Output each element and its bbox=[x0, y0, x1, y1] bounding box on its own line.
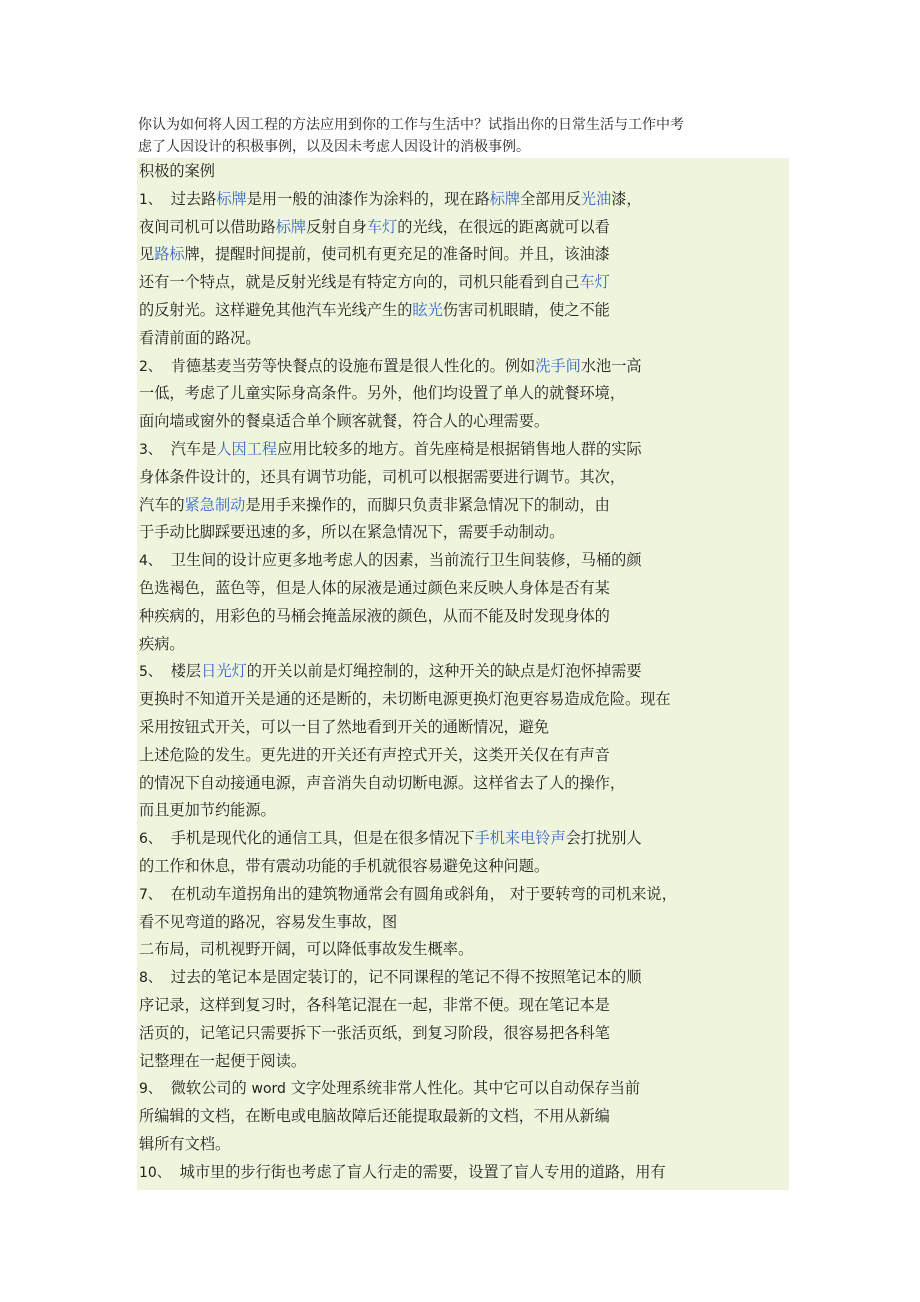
keyword-link[interactable]: 标牌 bbox=[275, 217, 307, 236]
text-segment: 的工作和休息，带有震动功能的手机就很容易避免这种问题。 bbox=[139, 856, 550, 875]
text-segment: 牌，提醒时间提前，使司机有更充足的准备时间。并且，该油漆 bbox=[184, 245, 610, 264]
text-segment: 文字处理系统非常人性化。其中它可以自动保存当前 bbox=[285, 1079, 641, 1098]
text-segment: 序记录，这样到复习时，各科笔记混在一起，非常不便。现在笔记本是 bbox=[139, 995, 610, 1014]
keyword-link[interactable]: 人因工程 bbox=[216, 439, 278, 458]
article-line bbox=[137, 909, 789, 937]
item-number: 6、 bbox=[139, 831, 162, 848]
text-segment: 采用按钮式开关，可以一目了然地看到开关的通断情况，避免 bbox=[139, 717, 550, 736]
text-segment: 过去路 bbox=[165, 189, 217, 208]
question-line: 虑了人因设计的积极事例，以及因未考虑人因设计的消极事例。 bbox=[138, 139, 530, 155]
article-line bbox=[137, 686, 789, 714]
text-segment: 伤害司机眼睛，使之不能 bbox=[442, 300, 610, 319]
text-segment: 楼层 bbox=[165, 662, 202, 681]
text-segment: 疾病。 bbox=[139, 634, 185, 653]
article-line bbox=[137, 575, 789, 603]
item-number: 7、 bbox=[139, 886, 162, 903]
article-line bbox=[137, 631, 789, 659]
text-segment: 所编辑的文档，在断电或电脑故障后还能提取最新的文档，不用从新编 bbox=[139, 1107, 610, 1126]
article-line bbox=[137, 380, 789, 408]
article-line bbox=[137, 241, 789, 269]
article-line bbox=[137, 881, 789, 909]
article-line bbox=[137, 1048, 789, 1076]
article-body bbox=[137, 158, 789, 1190]
text-segment: 的开关以前是灯绳控制的，这种开关的缺点是灯泡怀掉需要 bbox=[246, 662, 642, 681]
text-segment: 的光线，在很远的距离就可以看 bbox=[397, 217, 610, 236]
keyword-link[interactable]: 日光灯 bbox=[201, 662, 247, 681]
article-line bbox=[137, 936, 789, 964]
text-segment: 身体条件设计的，还具有调节功能，司机可以根据需要进行调节。其次， bbox=[139, 467, 625, 486]
keyword-link[interactable]: 标牌 bbox=[216, 189, 247, 208]
article-line bbox=[137, 436, 789, 464]
keyword-link[interactable]: 眩光 bbox=[412, 300, 443, 319]
article-line bbox=[137, 797, 789, 825]
text-segment: 辑所有文档。 bbox=[139, 1134, 231, 1153]
item-number: 2、 bbox=[139, 358, 162, 375]
keyword-link[interactable]: 路标 bbox=[154, 245, 185, 264]
item-number: 3、 bbox=[139, 441, 162, 458]
article-line bbox=[137, 853, 789, 881]
article-line bbox=[137, 1131, 789, 1159]
text-segment: 二布局，司机视野开阔，可以降低事故发生概率。 bbox=[139, 940, 474, 959]
item-number: 4、 bbox=[139, 553, 162, 570]
text-segment: 漆， bbox=[611, 189, 642, 208]
article-line bbox=[137, 742, 789, 770]
text-segment: 汽车是 bbox=[165, 439, 217, 458]
text-segment: 的反射光。这样避免其他汽车光线产生的 bbox=[139, 300, 413, 319]
article-line bbox=[137, 408, 789, 436]
item-number: 8、 bbox=[139, 970, 162, 987]
keyword-link[interactable]: 车灯 bbox=[366, 217, 398, 236]
article-line bbox=[137, 269, 789, 297]
article-line bbox=[137, 770, 789, 798]
text-segment: 种疾病的，用彩色的马桶会掩盖尿液的颜色，从而不能及时发现身体的 bbox=[139, 606, 610, 625]
article-line bbox=[137, 714, 789, 742]
keyword-link[interactable]: 手机来电铃声 bbox=[474, 829, 566, 848]
text-segment: 是用一般的油漆作为涂料的，现在路 bbox=[246, 189, 490, 208]
text-segment: 的情况下自动接通电源，声音消失自动切断电源。这样省去了人的操作， bbox=[139, 773, 625, 792]
text-segment: word bbox=[251, 1081, 286, 1098]
text-segment: 微软公司的 bbox=[165, 1079, 252, 1098]
text-segment: 水池一高 bbox=[580, 356, 642, 375]
item-number: 10、 bbox=[139, 1164, 171, 1181]
article-line bbox=[137, 519, 789, 547]
article-line bbox=[137, 992, 789, 1020]
keyword-link[interactable]: 标牌 bbox=[489, 189, 521, 208]
text-segment: 应用比较多的地方。首先座椅是根据销售地人群的实际 bbox=[277, 439, 642, 458]
article-heading: 积极的案例 bbox=[139, 162, 215, 180]
text-segment: 肯德基麦当劳等快餐点的设施布置是很人性化的。例如 bbox=[165, 356, 536, 375]
article-line bbox=[137, 964, 789, 992]
question-text bbox=[138, 114, 788, 158]
article-lines bbox=[137, 186, 789, 1187]
item-number: 1、 bbox=[139, 191, 162, 208]
article-line bbox=[137, 825, 789, 853]
text-segment: 于手动比脚踩要迅速的多，所以在紧急情况下，需要手动制动。 bbox=[139, 523, 565, 542]
text-segment: 更换时不知道开关是通的还是断的，未切断电源更换灯泡更容易造成危险。现在 bbox=[139, 690, 671, 709]
article-line bbox=[137, 1159, 789, 1187]
article-line bbox=[137, 603, 789, 631]
article-line bbox=[137, 547, 789, 575]
keyword-link[interactable]: 洗手间 bbox=[535, 356, 581, 375]
text-segment: 活页的，记笔记只需要拆下一张活页纸，到复习阶段，很容易把各科笔 bbox=[139, 1023, 610, 1042]
article-line bbox=[137, 492, 789, 520]
text-segment: 在机动车道拐角出的建筑物通常会有圆角或斜角， 对于要转弯的司机来说， bbox=[165, 884, 677, 903]
text-segment: 一低，考虑了儿童实际身高条件。另外，他们均设置了单人的就餐环境， bbox=[139, 384, 625, 403]
article-line bbox=[137, 658, 789, 686]
question-line: 你认为如何将人因工程的方法应用到你的工作与生活中？试指出你的日常生活与工作中考 bbox=[138, 117, 684, 133]
keyword-link[interactable]: 光油 bbox=[580, 189, 612, 208]
article-line bbox=[137, 353, 789, 381]
text-segment: 看不见弯道的路况，容易发生事故，图 bbox=[139, 912, 398, 931]
text-segment: 记整理在一起便于阅读。 bbox=[139, 1051, 307, 1070]
article-line bbox=[137, 214, 789, 242]
article-line bbox=[137, 1075, 789, 1103]
text-segment: 色选褐色，蓝色等，但是人体的尿液是通过颜色来反映人身体是否有某 bbox=[139, 578, 610, 597]
text-segment: 见 bbox=[139, 245, 155, 264]
text-segment: 夜间司机可以借助路 bbox=[139, 217, 276, 236]
text-segment: 汽车的 bbox=[139, 495, 185, 514]
text-segment: 手机是现代化的通信工具，但是在很多情况下 bbox=[165, 829, 475, 848]
item-number: 5、 bbox=[139, 664, 162, 681]
text-segment: 看清前面的路况。 bbox=[139, 328, 261, 347]
text-segment: 上述危险的发生。更先进的开关还有声控式开关，这类开关仅在有声音 bbox=[139, 745, 610, 764]
text-segment: 全部用反 bbox=[520, 189, 581, 208]
article-line bbox=[137, 464, 789, 492]
article-line bbox=[137, 1103, 789, 1131]
text-segment: 反射自身 bbox=[306, 217, 367, 236]
article-line bbox=[137, 186, 789, 214]
keyword-link[interactable]: 车灯 bbox=[579, 273, 610, 292]
keyword-link[interactable]: 紧急制动 bbox=[184, 495, 246, 514]
article-line bbox=[137, 325, 789, 353]
item-number: 9、 bbox=[139, 1081, 162, 1098]
text-segment: 还有一个特点，就是反射光线是有特定方向的，司机只能看到自己 bbox=[139, 273, 580, 292]
article-line bbox=[137, 1020, 789, 1048]
text-segment: 会打扰别人 bbox=[565, 829, 642, 848]
text-segment: 面向墙或窗外的餐桌适合单个顾客就餐，符合人的心理需要。 bbox=[139, 412, 550, 431]
text-segment: 而且更加节约能源。 bbox=[139, 801, 276, 820]
article-line bbox=[137, 297, 789, 325]
text-segment: 卫生间的设计应更多地考虑人的因素，当前流行卫生间装修，马桶的颜 bbox=[165, 551, 642, 570]
text-segment: 城市里的步行街也考虑了盲人行走的需要，设置了盲人专用的道路，用有 bbox=[174, 1162, 666, 1181]
text-segment: 是用手来操作的，而脚只负责非紧急情况下的制动，由 bbox=[245, 495, 610, 514]
text-segment: 过去的笔记本是固定装订的，记不同课程的笔记不得不按照笔记本的顺 bbox=[165, 968, 642, 987]
